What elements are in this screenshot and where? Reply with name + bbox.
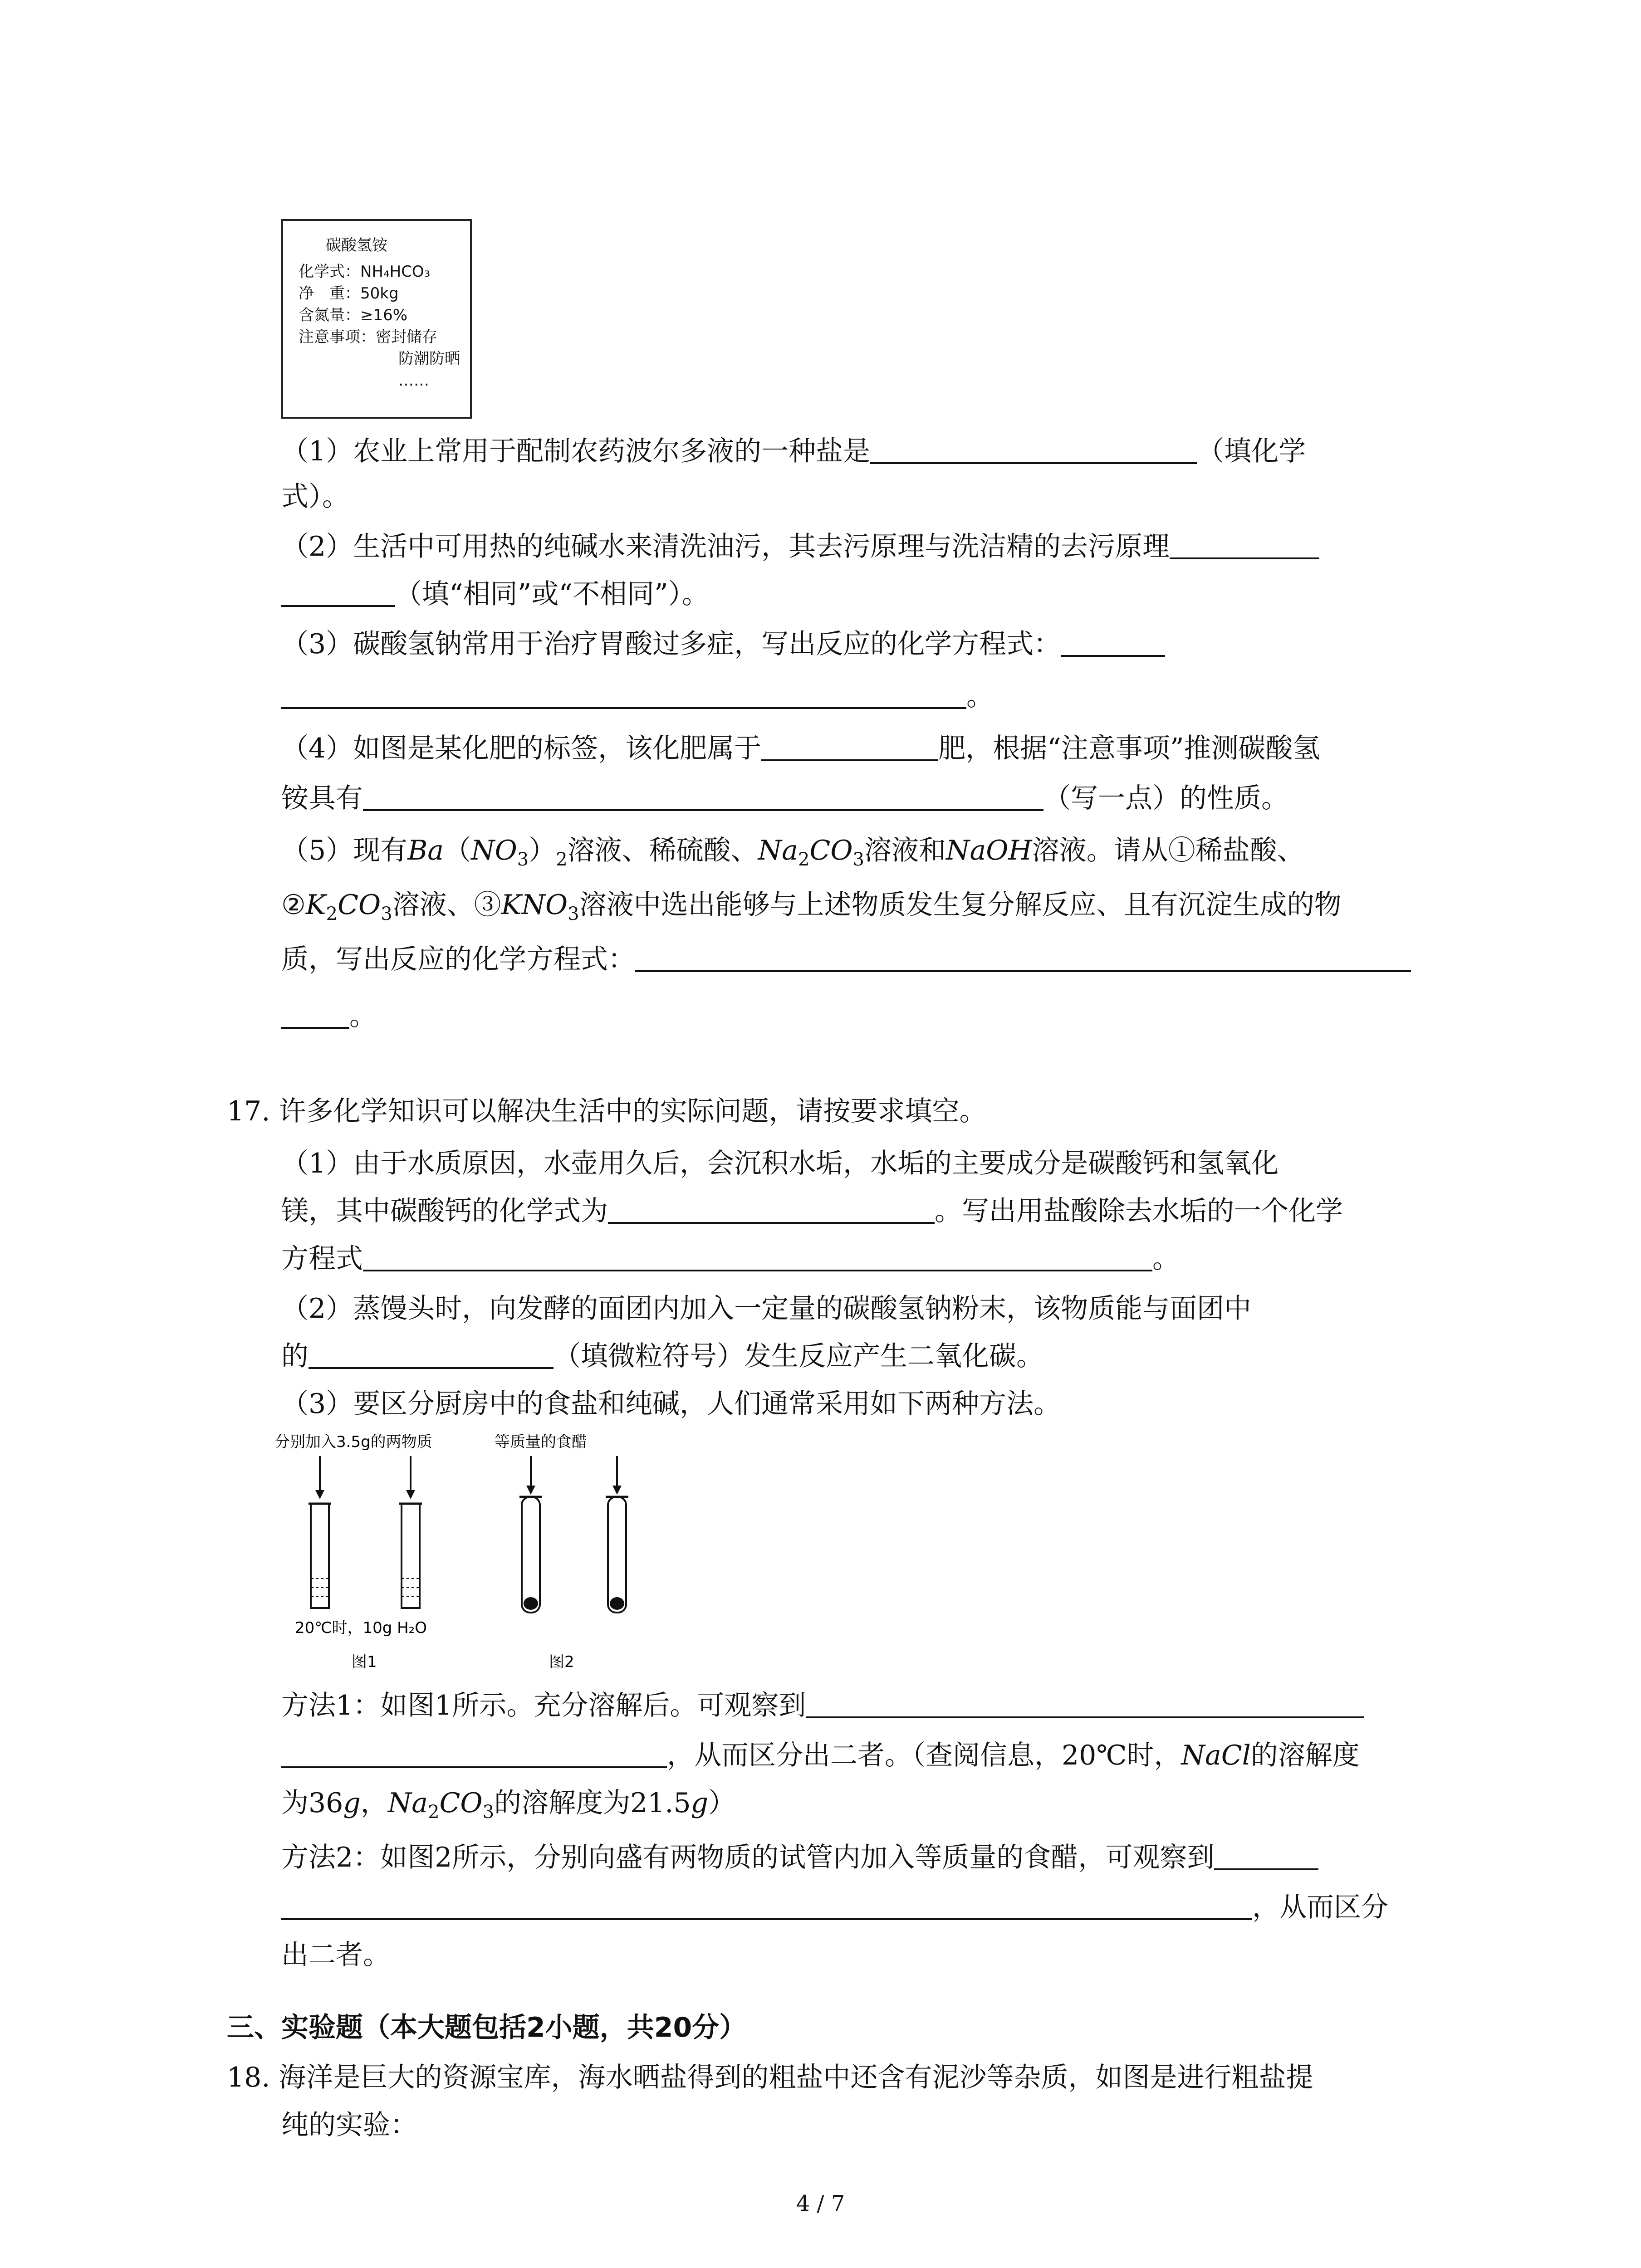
fig1-bottom-label: 20℃时，10g H₂O	[295, 1619, 427, 1637]
q16-part5-line4: 。	[281, 996, 377, 1036]
fig2-top-label: 等质量的食醋	[495, 1433, 587, 1451]
answer-blank[interactable]	[363, 1242, 1152, 1271]
method1-line1: 方法1：如图1所示。充分溶解后。可观察到	[281, 1685, 1364, 1726]
question-number: 17.	[227, 1095, 270, 1127]
answer-blank[interactable]	[281, 1739, 667, 1768]
question-number: 18.	[227, 2062, 270, 2093]
answer-blank[interactable]	[309, 1340, 554, 1369]
q16-part5-line3: 质，写出反应的化学方程式：	[281, 939, 1411, 980]
answer-blank[interactable]	[1061, 628, 1165, 657]
arrow-head-icon	[406, 1490, 415, 1499]
answer-blank[interactable]	[281, 578, 395, 607]
method2-line2: ，从而区分	[281, 1887, 1388, 1928]
q17-part3: （3）要区分厨房中的食盐和纯碱，人们通常采用如下两种方法。	[281, 1388, 1061, 1420]
answer-blank[interactable]	[761, 732, 938, 761]
answer-blank[interactable]	[281, 680, 966, 709]
q18-line2: 纯的实验：	[281, 2109, 417, 2141]
test-tube-icon	[606, 1497, 628, 1613]
method2-line1: 方法2：如图2所示，分别向盛有两物质的试管内加入等质量的食醋，可观察到	[281, 1837, 1318, 1878]
arrow-head-icon	[526, 1486, 535, 1495]
q16-part1-line1: （1）农业上常用于配制农药波尔多液的一种盐是 （填化学	[281, 435, 1306, 467]
q16-part1-line2: 式）。	[281, 481, 349, 513]
method1-line3: 为36g，$Na_2CO_3$的溶解度为21.5g）	[281, 1787, 736, 1823]
q16-part5-line2: $②K_2CO_3$溶液、$③KNO_3$溶液中选出能够与上述物质发生复分解反应、且有沉淀生成的物	[281, 889, 1342, 924]
answer-blank[interactable]	[281, 1891, 1252, 1920]
arrow-head-icon	[315, 1490, 324, 1499]
q16-part2-line1: （2）生活中可用热的纯碱水来清洗油污，其去污原理与洗洁精的去污原理	[281, 526, 1319, 567]
label-net-weight: 净 重：50kg	[299, 284, 399, 303]
label-note-3: ……	[398, 371, 429, 390]
q16-part2-line2: （填“相同”或“不相同”）。	[281, 574, 709, 615]
answer-blank[interactable]	[363, 782, 1043, 811]
answer-blank[interactable]	[281, 1000, 349, 1029]
q16-part3-line1: （3）碳酸氢钠常用于治疗胃酸过多症，写出反应的化学方程式：	[281, 624, 1165, 665]
answer-blank[interactable]	[806, 1689, 1364, 1718]
label-note: 注意事项：密封储存	[299, 328, 437, 346]
label-formula: 化学式：NH₄HCO₃	[299, 263, 431, 281]
q17-part1-line3: 方程式 。	[281, 1243, 1180, 1275]
label-title: 碳酸氢铵	[326, 236, 387, 254]
fig1-top-label: 分别加入3.5g的两物质	[274, 1433, 432, 1451]
q16-part3-line2: 。	[281, 676, 994, 717]
answer-blank[interactable]	[1214, 1841, 1318, 1870]
q16-part4-line2: 铵具有 （写一点）的性质。	[281, 782, 1288, 814]
method1-line2: ，从而区分出二者。（查阅信息，20℃时，NaCl的溶解度	[281, 1735, 1360, 1776]
q17-intro: 17. 许多化学知识可以解决生活中的实际问题，请按要求填空。	[227, 1095, 987, 1127]
q17-part1-line1: （1）由于水质原因，水壶用久后，会沉积水垢，水垢的主要成分是碳酸钙和氢氧化	[281, 1148, 1279, 1179]
method2-line3: 出二者。	[281, 1939, 390, 1971]
page-number: 4 / 7	[796, 2191, 845, 2216]
fig2-caption: 图2	[549, 1653, 574, 1671]
section-heading: 三、实验题（本大题包括2小题，共20分）	[227, 2012, 747, 2043]
test-tube-icon	[399, 1504, 422, 1608]
answer-blank[interactable]	[1170, 530, 1319, 559]
test-tube-illustration	[272, 1429, 681, 1678]
q17-part2-line2: 的 （填微粒符号）发生反应产生二氧化碳。	[281, 1340, 1043, 1372]
answer-blank[interactable]	[870, 435, 1197, 464]
label-note-2: 防潮防晒	[398, 350, 460, 368]
arrow-head-icon	[612, 1486, 622, 1495]
answer-blank[interactable]	[608, 1195, 935, 1224]
test-tube-icon	[519, 1497, 542, 1613]
answer-blank[interactable]	[635, 943, 1411, 972]
fertilizer-label	[281, 219, 472, 419]
fig1-caption: 图1	[352, 1653, 377, 1671]
test-tube-icon	[309, 1504, 331, 1608]
q17-part2-line1: （2）蒸馒头时，向发酵的面团内加入一定量的碳酸氢钠粉末，该物质能与面团中	[281, 1293, 1252, 1325]
q16-part4-line1: （4）如图是某化肥的标签，该化肥属于 肥，根据“注意事项”推测碳酸氢	[281, 733, 1320, 764]
q17-part1-line2: 镁，其中碳酸钙的化学式为 。写出用盐酸除去水垢的一个化学	[281, 1195, 1343, 1227]
test-tube-figure	[272, 1429, 681, 1678]
q16-part5-line1: （5）现有$Ba(NO_3)_2$溶液、稀硫酸、$Na_2CO_3$溶液和NaOH溶液。请从①稀盐酸、	[281, 835, 1304, 870]
q18-line1: 18. 海洋是巨大的资源宝库，海水晒盐得到的粗盐中还含有泥沙等杂质，如图是进行粗盐提	[227, 2062, 1313, 2093]
label-nitrogen: 含氮量：≥16%	[299, 306, 408, 324]
